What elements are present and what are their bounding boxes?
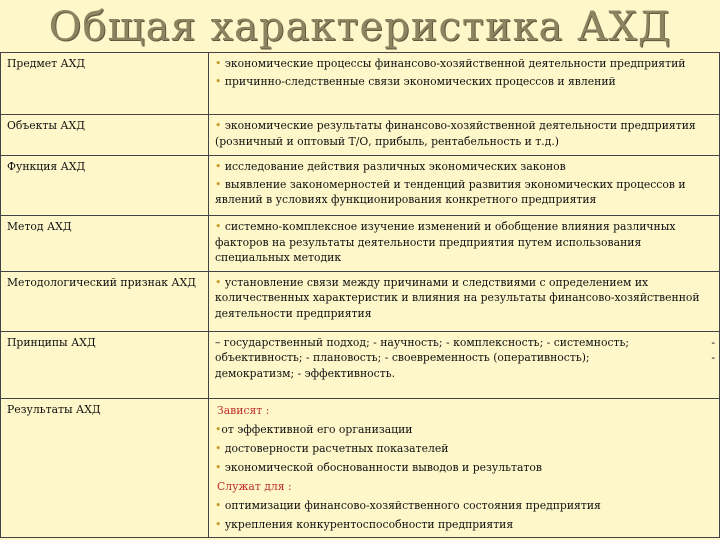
table-row [1,156,720,216]
table-row [1,115,720,156]
row-label: Методологический признак АХД [1,271,209,331]
row-label: Предмет АХД [1,53,209,115]
characteristics-table [0,52,720,538]
serves-heading: Служат для : [217,479,292,493]
row-label: Объекты АХД [1,115,209,156]
table-row [1,216,720,272]
bullet-icon: • [215,119,225,132]
row-content: • установление связи между причинами и следствиями с определением их количественных характеристик и влияния на результаты финансово-хозяйственной деятельности предприятия [209,271,720,331]
slide-title: Общая характеристика АХД [48,4,672,50]
table-row [1,271,720,331]
row-content: Зависят : •от эффективной его организации • достоверности расчетных показателей • экономической обоснованности выводов и результатов Служат для : • оптимизации финансово-хозяйственного состояния предприятия • укрепления конкурентоспособности предприятия [209,398,720,537]
bullet-icon: • [215,275,225,289]
table-row [1,398,720,537]
bullet-icon: • [215,220,225,233]
row-content: • экономические процессы финансово-хозяйственной деятельности предприятий • причинно-следственные связи экономических процессов и явлений [209,53,720,115]
row-content: – государственный подход; - научность; - комплексность; - системность; - объективность; - плановость; - своевременность (оперативность); - демократизм; - эффективность. [209,331,720,398]
bullet-icon: • [215,74,225,88]
row-content: • системно-комплексное изучение изменений и обобщение влияния различных факторов на результаты деятельности предприятия путем использования специальных методик [209,216,720,272]
row-label: Принципы АХД [1,331,209,398]
row-label: Функция АХД [1,156,209,216]
row-content: • исследование действия различных экономических законов • выявление закономерностей и тенденций развития экономических процессов и явлений в условиях функционирования конкретного предприятия [209,156,720,216]
bullet-icon: • [215,517,225,531]
bullet-icon: • [215,498,225,512]
bullet-icon: • [215,160,225,173]
row-content: • экономические результаты финансово-хозяйственной деятельности предприятия (розничный и оптовый Т/О, прибыль, рентабельность и т.д.) [209,115,720,156]
bullet-icon: • [215,57,225,70]
bullet-icon: • [215,441,225,455]
bullet-icon: • [215,177,225,191]
depends-heading: Зависят : [217,403,270,417]
table-row [1,331,720,398]
row-label: Результаты АХД [1,398,209,537]
bullet-icon: • [215,422,222,436]
table-row [1,53,720,115]
bullet-icon: • [215,460,225,474]
row-label: Метод АХД [1,216,209,272]
